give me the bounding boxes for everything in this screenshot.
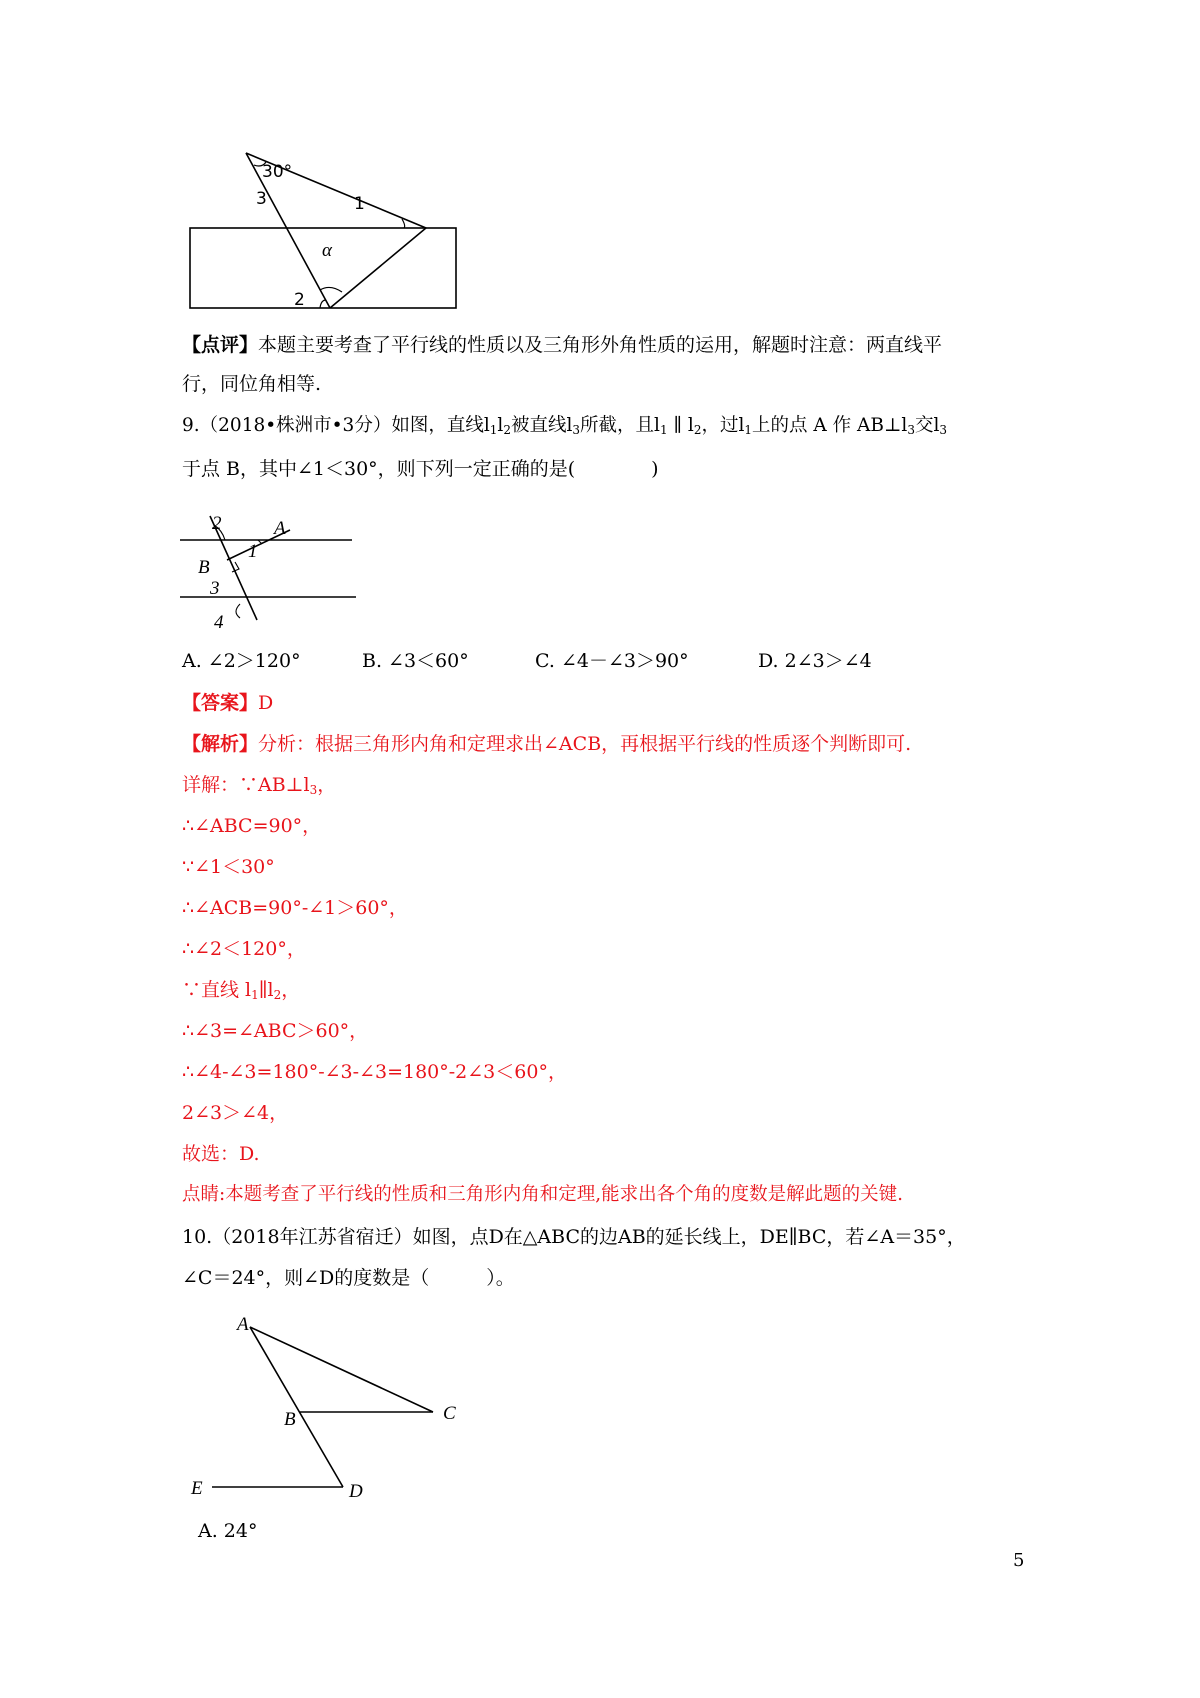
subscript: 3 [309,783,318,797]
angle-arc-2 [320,300,326,308]
analysis-line-10: 2∠3＞∠4， [182,1102,289,1124]
analysis-line-9: ∴∠4-∠3=180°-∠3-∠3=180°-2∠3＜60°， [182,1061,567,1083]
analysis-line-2 [182,771,336,804]
subscript: 2 [693,423,702,437]
analysis-line-4: ∵∠1＜30° [182,856,275,878]
analysis-line-7 [182,976,300,1009]
analysis-line-5: ∴∠ACB=90°-∠1＞60°， [182,897,408,919]
figure1-label-3: 3 [256,189,267,209]
figure1-label-alpha: α [322,240,332,261]
segment-ac [250,1327,433,1412]
analysis-text: ∵直线 l [182,979,252,1001]
q9-text: 所截，且l [580,415,660,436]
analysis-text: ， [281,979,301,1001]
q9-text: ，过l [701,415,745,436]
analysis-tag: 【解析】 [182,733,259,755]
segment-ad [250,1327,343,1487]
analysis-line-3: ∴∠ABC=90°， [182,815,322,837]
option-a: A. ∠2＞120° [182,650,301,672]
comment-line-1 [182,331,942,359]
comment-line-2 [182,370,321,398]
figure2-label-3: 3 [210,578,220,599]
figure-triangle-rectangle [170,140,480,315]
analysis-line-6: ∴∠2＜120°， [182,938,306,960]
analysis-line-8: ∴∠3=∠ABC＞60°， [182,1020,369,1042]
figure-triangle-abc [185,1310,475,1500]
subscript: 2 [273,988,282,1002]
subscript: 3 [939,423,948,437]
question-10-option-a: A. 24° [198,1520,258,1542]
figure1-label-2: 2 [294,290,305,310]
q9-text: 上的点 A 作 AB⊥l [752,415,908,436]
angle-arc-1 [402,219,405,228]
analysis-text: ∥l [258,979,274,1001]
question-9-line-2 [182,455,659,483]
q9-text: 交l [914,415,940,436]
figure1-label-1: 1 [354,194,365,214]
answer-value: D [258,692,274,714]
analysis-line-11: 故选：D. [182,1143,260,1165]
figure3-label-A: A [237,1314,249,1335]
figure2-label-B: B [198,557,210,578]
q9-text: ∥ l [667,415,694,436]
question-10-line-1: 10.（2018年江苏省宿迁）如图，点D在△ABC的边AB的延长线上，DE∥BC，若∠A＝35°， [182,1226,966,1248]
comment-text-1: 本题主要考查了平行线的性质以及三角形外角性质的运用，解题时注意：两直线平 [258,334,943,356]
figure2-label-1: 1 [248,541,258,562]
analysis-text: ， [317,774,337,796]
angle-arc-4-q9 [236,604,240,618]
q9-text: 被直线l [510,415,573,436]
figure2-label-A: A [274,518,286,539]
q9-text: l [497,415,504,436]
subscript: 1 [659,423,668,437]
comment-text-2: 行，同位角相等. [182,373,322,395]
analysis-line-1 [182,730,911,758]
q9-text: 如图，直线l [391,415,490,436]
question-number: 9. [182,415,200,436]
figure3-label-B: B [284,1409,296,1430]
subscript: 1 [251,988,259,1002]
question-10-line-2: ∠C＝24°，则∠D的度数是（ ）。 [182,1267,515,1289]
answer-tag: 【答案】 [182,692,259,714]
figure3-label-D: D [349,1481,363,1500]
answer-line [182,689,273,717]
question-9-line-1 [182,412,947,444]
analysis-text-1: 分析：根据三角形内角和定理求出∠ACB，再根据平行线的性质逐个判断即可. [258,733,912,755]
subscript: 1 [489,423,498,437]
figure1-label-30: 30° [262,162,293,182]
figure2-label-4: 4 [214,612,224,630]
option-d: D. 2∠3＞∠4 [758,650,872,672]
subscript: 1 [744,423,753,437]
figure2-label-2: 2 [212,513,222,534]
q9-text-line-2: 于点 B，其中∠1＜30°，则下列一定正确的是( ) [182,458,659,480]
subscript: 3 [907,423,915,437]
analysis-line-12: 点睛:本题考查了平行线的性质和三角形内角和定理,能求出各个角的度数是解此题的关键. [182,1184,903,1205]
subscript: 2 [503,423,511,437]
option-b: B. ∠3＜60° [362,650,469,672]
question-source: （2018•株洲市•3分） [199,415,392,436]
page-number: 5 [1013,1550,1025,1571]
angle-arc-alpha [320,287,342,292]
comment-tag: 【点评】 [182,334,259,356]
figure-parallel-lines [170,500,360,630]
figure3-label-E: E [191,1478,203,1499]
subscript: 3 [572,423,581,437]
option-c: C. ∠4－∠3＞90° [535,650,689,672]
analysis-text: 详解：∵AB⊥l [182,774,310,796]
figure3-label-C: C [443,1403,456,1424]
